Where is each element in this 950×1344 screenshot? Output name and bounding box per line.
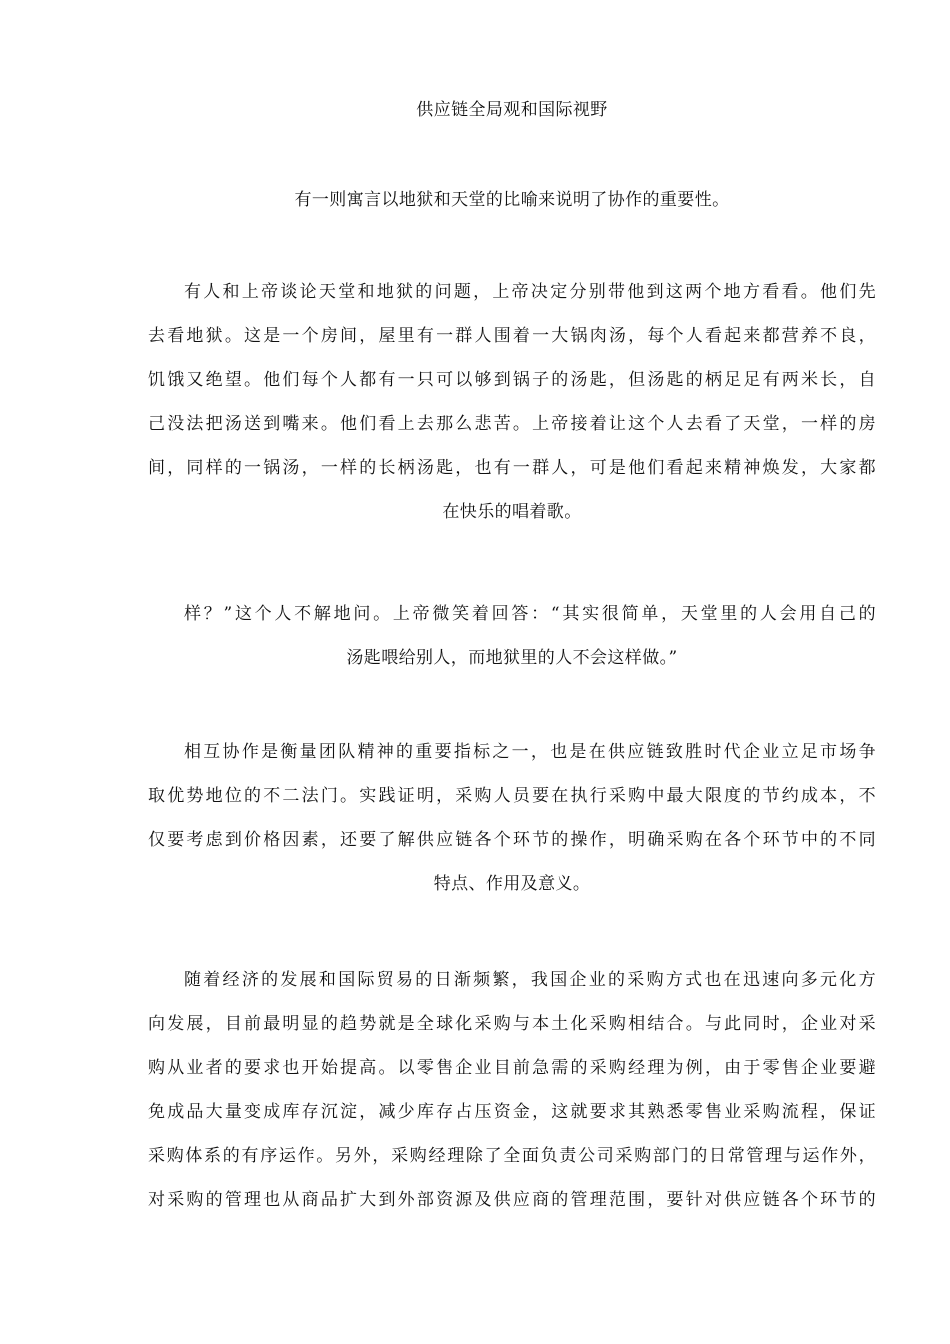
paragraph-line: 向发展，目前最明显的趋势就是全球化采购与本土化采购相结合。与此同时，企业对采 — [148, 1014, 876, 1034]
paragraph-3 — [148, 730, 876, 906]
paragraph-line: 购从业者的要求也开始提高。以零售企业目前急需的采购经理为例，由于零售企业要避 — [148, 1058, 876, 1078]
paragraph-line: 随着经济的发展和国际贸易的日渐频繁，我国企业的采购方式也在迅速向多元化方 — [184, 970, 876, 990]
paragraph-line: 取优势地位的不二法门。实践证明，采购人员要在执行采购中最大限度的节约成本，不 — [148, 786, 876, 806]
paragraph-line: 有人和上帝谈论天堂和地狱的问题，上帝决定分别带他到这两个地方看看。他们先 — [184, 282, 876, 302]
paragraph-last-line: 在快乐的唱着歌。 — [442, 502, 582, 522]
intro-paragraph — [148, 178, 876, 222]
paragraph-line: 饥饿又绝望。他们每个人都有一只可以够到锅子的汤匙，但汤匙的柄足足有两米长，自 — [148, 370, 876, 390]
paragraph-last-line: 汤匙喂给别人，而地狱里的人不会这样做。” — [346, 648, 678, 668]
paragraph-2 — [148, 592, 876, 680]
paragraph-line: 己没法把汤送到嘴来。他们看上去那么悲苦。上帝接着让这个人去看了天堂，一样的房 — [148, 414, 876, 434]
paragraph-line: 样？”这个人不解地问。上帝微笑着回答：“其实很简单，天堂里的人会用自己的 — [184, 604, 876, 624]
paragraph-line: 间，同样的一锅汤，一样的长柄汤匙，也有一群人，可是他们看起来精神焕发，大家都 — [148, 458, 876, 478]
paragraph-line: 仅要考虑到价格因素，还要了解供应链各个环节的操作，明确采购在各个环节中的不同 — [148, 830, 876, 850]
paragraph-line: 对采购的管理也从商品扩大到外部资源及供应商的管理范围，要针对供应链各个环节的 — [148, 1190, 876, 1210]
paragraph-last-line: 特点、作用及意义。 — [433, 874, 591, 894]
paragraph-line: 相互协作是衡量团队精神的重要指标之一，也是在供应链致胜时代企业立足市场争 — [184, 742, 876, 762]
paragraph-1 — [148, 270, 876, 534]
intro-line: 有一则寓言以地狱和天堂的比喻来说明了协作的重要性。 — [294, 190, 730, 210]
paragraph-line: 免成品大量变成库存沉淀，减少库存占压资金，这就要求其熟悉零售业采购流程，保证 — [148, 1102, 876, 1122]
paragraph-line: 采购体系的有序运作。另外，采购经理除了全面负责公司采购部门的日常管理与运作外， — [148, 1146, 876, 1166]
paragraph-line: 去看地狱。这是一个房间，屋里有一群人围着一大锅肉汤，每个人看起来都营养不良， — [148, 326, 876, 346]
paragraph-4 — [148, 958, 876, 1222]
document-title: 供应链全局观和国际视野 — [416, 100, 608, 120]
